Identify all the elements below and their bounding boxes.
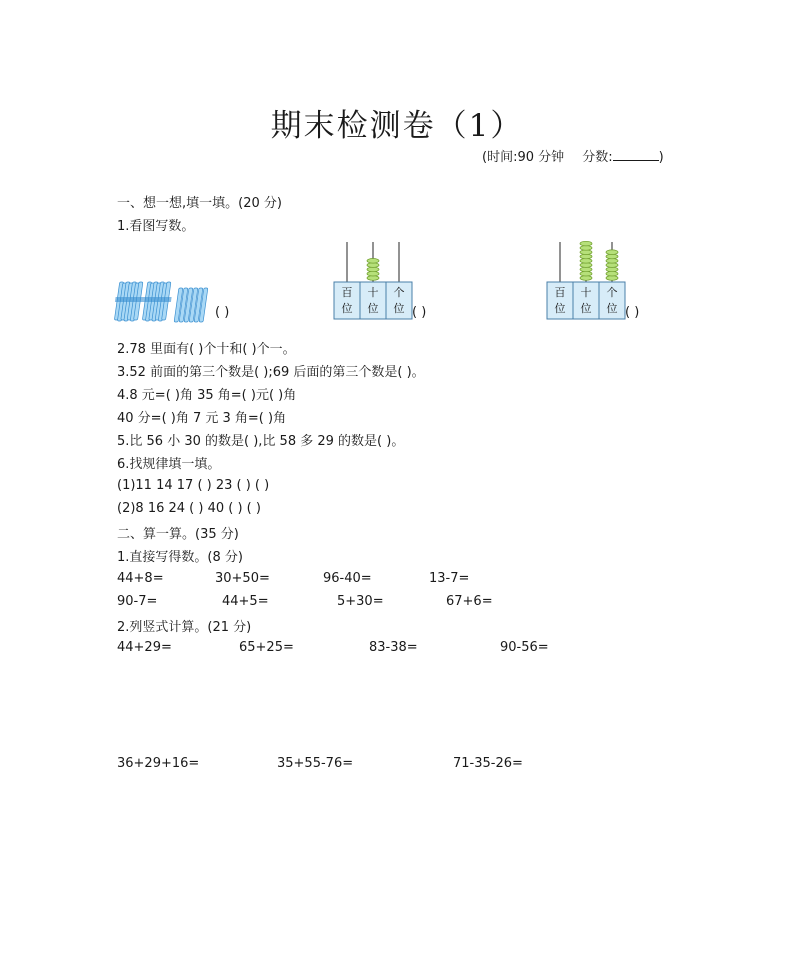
abacus-bead: [367, 267, 379, 272]
q6-label: 6.找规律填一填。: [117, 457, 221, 472]
exam-meta: [482, 146, 664, 165]
place-sublabel: 位: [554, 302, 566, 315]
q6-row-2: (2)8 16 24 ( ) 40 ( ) ( ): [117, 501, 261, 516]
vertical-item: 44+29=: [117, 640, 172, 655]
abacus-bead: [606, 254, 618, 259]
abacus-bead: [606, 259, 618, 264]
section2-heading: 二、算一算。(35 分): [117, 527, 239, 542]
place-label: 百: [341, 286, 353, 299]
abacus-bead: [580, 250, 592, 255]
score-blank[interactable]: [613, 148, 659, 161]
vertical-item: 90-56=: [500, 640, 549, 655]
place-sublabel: 位: [580, 302, 592, 315]
place-label: 十: [367, 286, 379, 299]
abacus-bead: [606, 250, 618, 255]
q2-text: 2.78 里面有( )个十和( )个一。: [117, 342, 296, 357]
stick-bundle: [142, 282, 171, 321]
stick-bundle: [114, 282, 143, 321]
page-title: 期末检测卷（1）: [270, 108, 524, 144]
place-label: 个: [393, 286, 405, 299]
abacus-bead: [580, 254, 592, 259]
abacus-2: [545, 240, 627, 320]
abacus-bead: [580, 267, 592, 272]
abacus-bead: [367, 271, 379, 276]
abacus-bead: [580, 263, 592, 268]
mental-item: 30+50=: [215, 571, 270, 586]
mental-item: 44+5=: [222, 594, 269, 609]
vertical-item: 36+29+16=: [117, 756, 200, 771]
mental-item: 67+6=: [446, 594, 493, 609]
score-label: 分数:: [582, 150, 613, 165]
place-label: 十: [580, 286, 592, 299]
place-sublabel: 位: [393, 302, 405, 315]
abacus-bead: [606, 271, 618, 276]
abacus-bead: [606, 263, 618, 268]
abacus-bead: [580, 276, 592, 281]
abacus-bead: [580, 246, 592, 251]
mental-item: 96-40=: [323, 571, 372, 586]
vertical-item: 35+55-76=: [277, 756, 354, 771]
place-sublabel: 位: [341, 302, 353, 315]
q1-label: 1.看图写数。: [117, 219, 195, 234]
mental-item: 5+30=: [337, 594, 384, 609]
q4a-text: 4.8 元=( )角 35 角=( )元( )角: [117, 388, 297, 403]
place-label: 百: [554, 286, 566, 299]
abacus-bead: [580, 271, 592, 276]
abacus-bead: [580, 241, 592, 246]
stick-bundles-icon: [114, 280, 218, 324]
s2-q2-label: 2.列竖式计算。(21 分): [117, 620, 252, 635]
vertical-item: 71-35-26=: [453, 756, 523, 771]
abacus-bead: [367, 276, 379, 281]
mental-item: 13-7=: [429, 571, 470, 586]
abacus-bead: [606, 276, 618, 281]
q5-text: 5.比 56 小 30 的数是( ),比 58 多 29 的数是( )。: [117, 434, 405, 449]
mental-item: 90-7=: [117, 594, 158, 609]
place-label: 个: [606, 286, 618, 299]
vertical-item: 83-38=: [369, 640, 418, 655]
abacus-bead: [367, 259, 379, 264]
q1-blank-3[interactable]: ( ): [625, 305, 640, 320]
abacus-1: [332, 240, 414, 320]
place-sublabel: 位: [606, 302, 618, 315]
place-sublabel: 位: [367, 302, 379, 315]
abacus-bead: [606, 267, 618, 272]
q6-row-1: (1)11 14 17 ( ) 23 ( ) ( ): [117, 478, 270, 493]
time-label: (时间:90 分钟: [482, 150, 565, 165]
vertical-item: 65+25=: [239, 640, 294, 655]
abacus-bead: [580, 259, 592, 264]
section1-heading: 一、想一想,填一填。(20 分): [117, 196, 282, 211]
s2-q1-label: 1.直接写得数。(8 分): [117, 550, 243, 565]
q1-blank-2[interactable]: ( ): [412, 305, 427, 320]
q4b-text: 40 分=( )角 7 元 3 角=( )角: [117, 411, 287, 426]
abacus-bead: [367, 263, 379, 268]
score-close: ): [658, 150, 664, 165]
mental-item: 44+8=: [117, 571, 164, 586]
q1-blank-1[interactable]: ( ): [215, 305, 230, 320]
q3-text: 3.52 前面的第三个数是( );69 后面的第三个数是( )。: [117, 365, 425, 380]
